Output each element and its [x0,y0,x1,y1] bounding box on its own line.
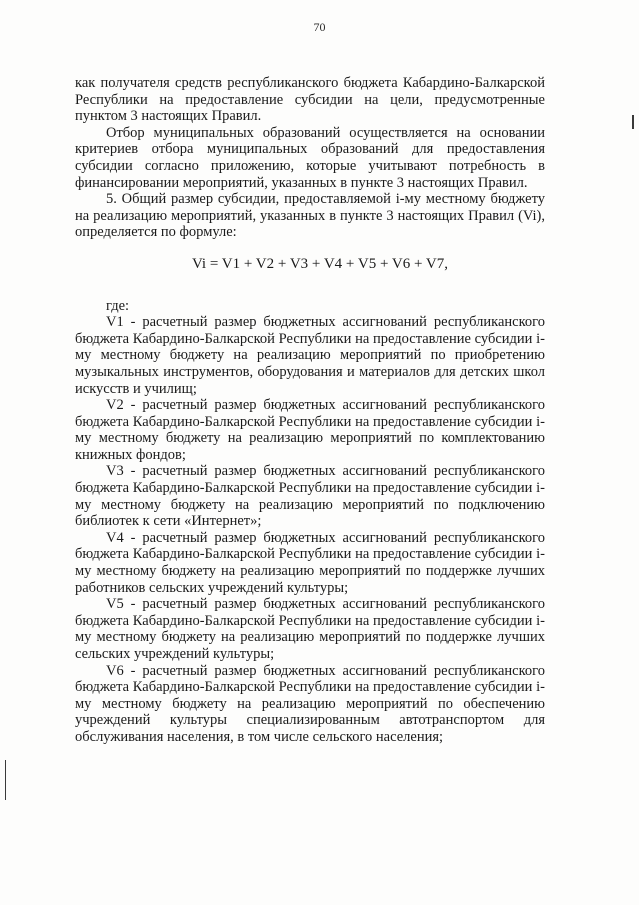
variable-v2-definition: V2 - расчетный размер бюджетных ассигнований республиканского бюджета Кабардино-Балкарской Республики на предоставление субсидии i-му местному бюджету на реализацию мероприятий по комплектованию книжных фондов; [75,397,545,463]
paragraph-recipient: как получателя средств республиканского бюджета Кабардино-Балкарской Республики на предоставление субсидии на цели, предусмотренные пунктом 3 настоящих Правил. [75,75,545,125]
variable-v1-definition: V1 - расчетный размер бюджетных ассигнований республиканского бюджета Кабардино-Балкарской Республики на предоставление субсидии i-му местному бюджету на реализацию мероприятий по приобретению музыкальных инструментов, оборудования и материалов для детских школ искусств и училищ; [75,314,545,397]
page-number: 70 [313,20,326,34]
variable-definitions [75,314,545,745]
scan-artifact-mark [632,115,634,129]
paragraph-selection: Отбор муниципальных образований осуществляется на основании критериев отбора муниципальных образований для предоставления субсидии согласно приложению, которые учитывают потребность в финансировании мероприятий, указанных в пункте 3 настоящих Правил. [75,124,545,191]
variable-v4-definition: V4 - расчетный размер бюджетных ассигнований республиканского бюджета Кабардино-Балкарской Республики на предоставление субсидии i-му местному бюджету на реализацию мероприятий по поддержке лучших работников сельских учреждений культуры; [75,529,545,596]
variable-v3-definition: V3 - расчетный размер бюджетных ассигнований республиканского бюджета Кабардино-Балкарской Республики на предоставление субсидии i-му местному бюджету на реализацию мероприятий по подключению библиотек к сети «Интернет»; [75,463,545,530]
where-label: где: [106,297,130,314]
formula-spacer [75,288,545,298]
subsidy-formula: Vi = V1 + V2 + V3 + V4 + V5 + V6 + V7, [192,255,448,272]
variable-v6-definition: V6 - расчетный размер бюджетных ассигнований республиканского бюджета Кабардино-Балкарской Республики на предоставление субсидии i-му местному бюджету на реализацию мероприятий по обеспечению учреждений культуры специализированным автотранспортом для обслуживания населения, в том числе сельского населения; [75,662,545,745]
scan-artifact-mark [5,760,6,800]
paragraph-subsidy-size: 5. Общий размер субсидии, предоставляемой i-му местному бюджету на реализацию мероприятий, указанных в пункте 3 настоящих Правил (Vi), определяется по формуле: [75,191,545,241]
variable-v5-definition: V5 - расчетный размер бюджетных ассигнований республиканского бюджета Кабардино-Балкарской Республики на предоставление субсидии i-му местному бюджету на реализацию мероприятий по поддержке лучших сельских учреждений культуры; [75,596,545,662]
document-body [75,75,545,746]
